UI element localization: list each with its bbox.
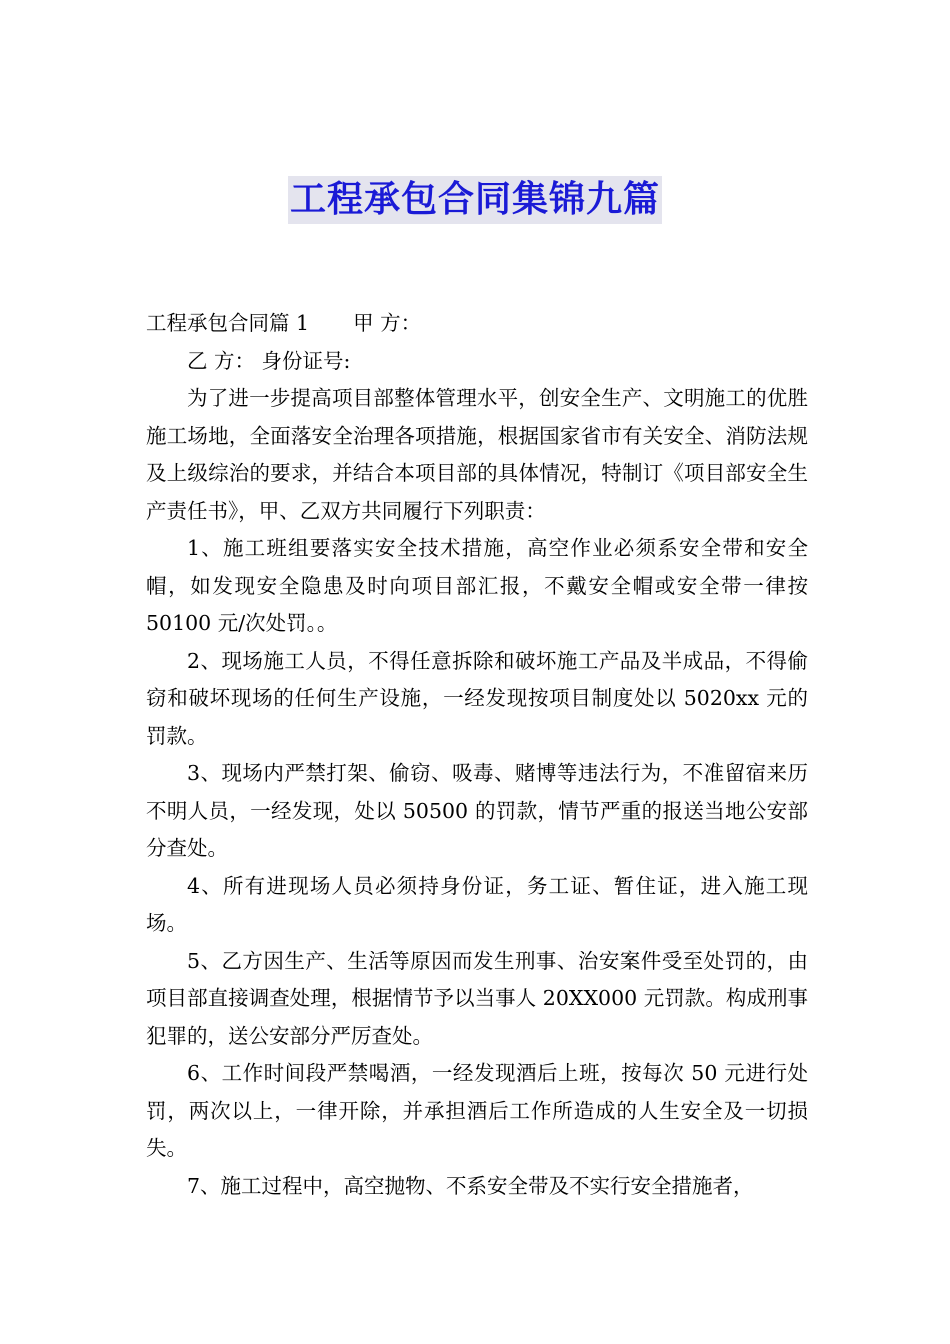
paragraph-item-4: 4、所有进现场人员必须持身份证，务工证、暂住证，进入施工现场。 <box>146 873 808 935</box>
paragraph-item-1: 1、施工班组要落实安全技术措施，高空作业必须系安全带和安全帽，如发现安全隐患及时向项目部汇报，不戴安全帽或安全带一律按 50100 元/次处罚。。 <box>146 536 808 635</box>
paragraph-intro: 为了进一步提高项目部整体管理水平，创安全生产、文明施工的优胜施工场地，全面落安全治理各项措施，根据国家省市有关安全、消防法规及上级综治的要求，并结合本项目部的具体情况，特制订《项目部安全生产责任书》，甲、乙双方共同履行下列职责： <box>146 386 808 523</box>
paragraph-item-7: 7、施工过程中，高空抛物、不系安全带及不实行安全措施者， <box>187 1173 754 1198</box>
document-title: 工程承包合同集锦九篇 <box>288 176 662 224</box>
paragraph-item-5: 5、乙方因生产、生活等原因而发生刑事、治安案件受至处罚的，由项目部直接调查处理，根据情节予以当事人 20XX000 元罚款。构成刑事犯罪的，送公安部分严厉查处。 <box>146 948 808 1048</box>
paragraph-item-6: 6、工作时间段严禁喝酒，一经发现酒后上班，按每次 50 元进行处罚，两次以上，一律开除，并承担酒后工作所造成的人生安全及一切损失。 <box>146 1061 808 1160</box>
party-a-label: 甲 方： <box>353 311 422 335</box>
title-container <box>0 176 950 224</box>
party-b-line: 乙 方： 身份证号: <box>187 348 351 373</box>
document-body <box>146 305 808 1205</box>
paragraph-item-3: 3、现场内严禁打架、偷窃、吸毒、赌博等违法行为，不准留宿来历不明人员，一经发现，处以 50500 的罚款，情节严重的报送当地公安部分查处。 <box>146 761 808 860</box>
section-label: 工程承包合同篇 1 <box>146 311 310 335</box>
heading-line <box>146 305 808 343</box>
paragraph-item-2: 2、现场施工人员，不得任意拆除和破坏施工产品及半成品，不得偷窃和破坏现场的任何生产设施，一经发现按项目制度处以 5020xx 元的罚款。 <box>146 648 808 748</box>
